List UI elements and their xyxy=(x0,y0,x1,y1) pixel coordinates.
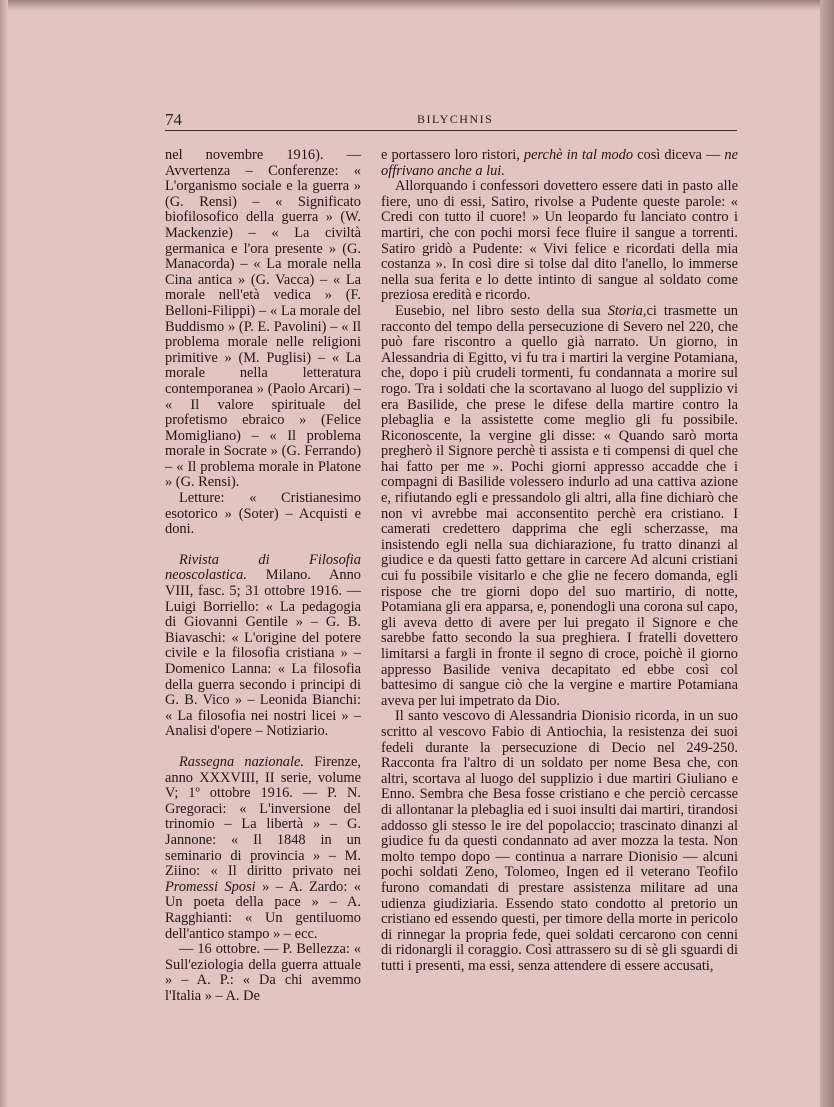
page-right-edge xyxy=(820,0,834,1107)
italic-run: ne offrivano anche a lui. xyxy=(381,147,738,179)
text-run: e portassero loro ristori, xyxy=(381,147,524,163)
right-paragraph xyxy=(381,148,738,179)
text-run: ci trasmette un racconto del tempo della persecuzione di Severo nel 220, che può fare riscontro a quello già narrato. Un giorno, in Alessandria di Egitto, vi fu tra i martiri la vergine Potamiana, che, dopo i più crudeli tormenti, fu condannata a morire sul rogo. Tra i soldati che la scortavano al luogo del supplizio vi era Basilide, che prese le difese della martire contro la plebaglia e la assistette come meglio gli fu possibile. Riconoscente, la vergine gli disse: « Quando sarò morta pregherò il Signore perchè ti assista e ti compensi di quel che hai fatto per me ». Pochi giorni appresso accadde che i compagni di Basilide volessero indurlo ad una cattiva azione e, rifiutando egli e pressandolo gli altri, alla fine dichiarò che non vi avrebbe mai acconsentito perchè era cristiano. I camerati credettero dapprima che egli scherzasse, ma insistendo egli nella sua dichiarazione, fu tratto dinanzi al giudice e da questi fatto gettare in carcere Ad alcuni cristiani cui fu possibile visitarlo e che glie ne fecero domanda, egli rispose che tre giorni dopo del suo martirio, di notte, Potamiana gli era apparsa, e, ponendogli una corona sul capo, gli aveva detto di avere per lui pregato il Signore e che sarebbe fatto secondo la sua preghiera. I fratelli dovettero limitarsi a fargli in fronte il segno di croce, poichè il giorno appresso Basilide veniva decapitato ed ebbe così col battesimo di sangue ciò che la vergine e martire Potamiana aveva per lui impetrato da Dio. xyxy=(381,302,738,709)
text-run: Eusebio, nel libro sesto della sua xyxy=(395,302,608,319)
italic-run: Storia, xyxy=(607,302,647,319)
right-column xyxy=(381,148,738,974)
left-paragraph: Letture: « Cristianesimo esotorico » (Soter) – Acquisti e doni. xyxy=(165,490,361,538)
left-paragraph: nel novembre 1916). — Avvertenza – Conferenze: « L'organismo sociale e la guerra » (G. Rensi) – « Significato biofilosofico della guerra » (W. Mackenzie) – « La civiltà germanica e l'ora presente » (G. Manacorda) – « La morale nella Cina antica » (G. Vacca) – « La morale nell'età vedica » (F. Belloni-Filippi) – « La morale del Buddismo » (P. E. Pavolini) – « Il problema morale nelle religioni primitive » (M. Puglisi) – « La morale nella letteratura contemporanea » (Paolo Arcari) – « Il valore spirituale del profetismo ebraico » (Felice Momigliano) – « Il problema morale in Socrate » (G. Ferrando) – « Il problema morale in Platone » (G. Rensi). xyxy=(165,147,361,491)
page-top-shadow xyxy=(0,0,834,10)
left-paragraph: — 16 ottobre. — P. Bellezza: « Sull'eziologia della guerra attuale » – A. P.: « Da chi avemmo l'Italia » – A. De xyxy=(165,941,361,1004)
right-paragraph xyxy=(381,304,738,709)
paragraph-gap xyxy=(165,740,361,755)
page-left-shadow xyxy=(0,0,8,1107)
page-header xyxy=(165,108,737,130)
right-paragraph: Allorquando i confessori dovettero essere dati in pasto alle fiere, uno di essi, Satiro, rivolse a Pudente queste parole: « Credi con tutto il cuore! » Un leopardo fu lanciato contro i martiri, che con pochi morsi fece fluire il sangue a torrenti. Satiro gridò a Pudente: « Vivi felice e ricordati della mia costanza ». In così dire si tolse dal dito l'anello, lo immerse nella sua ferita e lo dette intinto di sangue al soldato come preziosa eredità e ricordo. xyxy=(381,178,738,304)
text-run: così diceva — xyxy=(633,147,725,163)
journal-entry-body: Milano. Anno VIII, fasc. 5; 31 ottobre 1916. — Luigi Borriello: « La pedagogia di Giovanni Gentile » – G. B. Biavaschi: « L'origine del potere civile e la filosofia cristiana » – Domenico Lanna: « La filosofia della guerra secondo i principi di G. B. Vico » – Leonida Bianchi: « La filosofia nei nostri licei » – Analisi d'opere – Notiziario. xyxy=(165,567,361,740)
right-paragraph: Il santo vescovo di Alessandria Dionisio ricorda, in un suo scritto al vescovo Fabio di Antiochia, la resistenza dei suoi fedeli durante la persecuzione di Decio nel 249-250. Racconta fra l'altro di un soldato per nome Besa che, con altri, scortava al luogo del supplizio i due martiri Giuliano e Enno. Sembra che Besa fosse cristiano e che perciò cercasse di allontanar la plebaglia ed i suoi insulti dai martiri, tirandosi addosso gli stesso le ire del popolaccio; trascinato dinanzi al giudice fu da questi condannato ad aver mozza la testa. Non molto tempo dopo — continua a narrare Dionisio — alcuni pochi soldati Zeno, Tolomeo, Ingen ed il veterano Teofilo furono comandati di prestare assistenza militare ad una udienza giudiziaria. Essendo stato condotto al pretorio un cristiano ed essendo questi, per timore della morte in pericolo di rinnegar la propria fede, quei soldati cercarono con cenni di ridonargli il coraggio. Così attrassero su di sè gli sguardi di tutti i presenti, ma essi, senza attendere di essere accusati, xyxy=(381,708,738,974)
italic-run: perchè in tal modo xyxy=(523,147,634,163)
paragraph-gap xyxy=(165,538,361,553)
header-rule xyxy=(165,130,737,131)
journal-title: Rivista di Filosofia neoscolastica. xyxy=(165,551,361,584)
running-title: BILYCHNIS xyxy=(417,112,494,126)
page-number: 74 xyxy=(165,110,182,129)
book-title: Promessi Sposi xyxy=(165,878,256,895)
journal-entry xyxy=(165,755,361,942)
left-column xyxy=(165,148,361,1004)
journal-entry xyxy=(165,553,361,740)
journal-entry-body: » – A. Zardo: « Un poeta della pace » – A. Ragghianti: « Un gentiluomo dell'antico stampo » – ecc. xyxy=(165,878,361,942)
journal-entry-body: Firenze, anno XXXVIII, II serie, volume V; 1º ottobre 1916. — P. N. Gregoraci: « L'inversione del trinomio – La libertà » – G. Jannone: « Il 1848 in un seminario di provincia » – M. Ziino: « Il diritto privato nei xyxy=(165,753,361,880)
journal-title: Rassegna nazionale. xyxy=(179,753,304,770)
